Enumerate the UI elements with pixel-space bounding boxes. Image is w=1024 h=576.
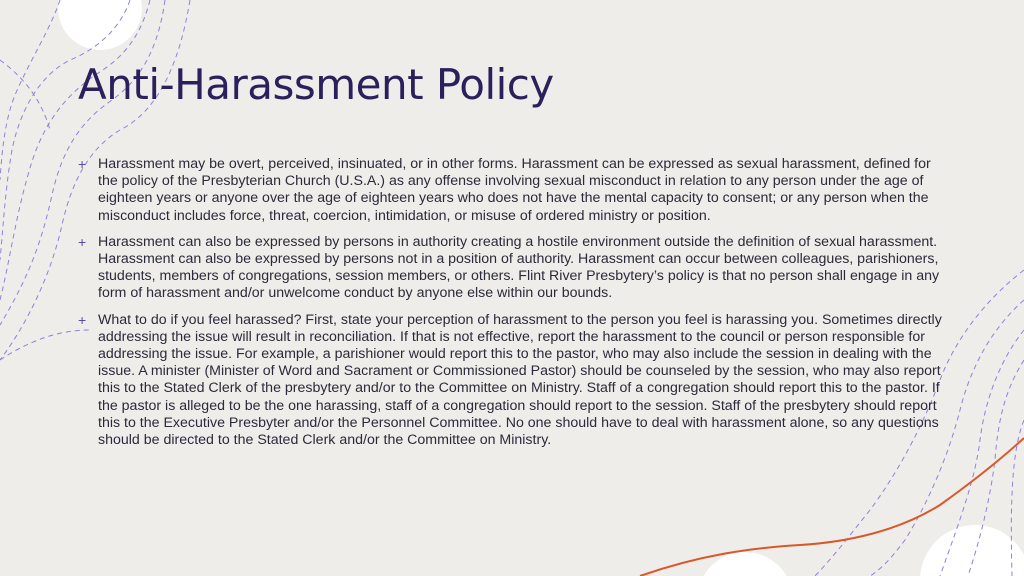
plus-icon: + — [78, 233, 87, 250]
slide-title: Anti-Harassment Policy — [78, 60, 554, 109]
bullet-list — [78, 156, 948, 458]
bullet-text: Harassment can also be expressed by persons in authority creating a hostile environment outside the definition of sexual harassment. Harassment can also be expressed by persons not in a position of authority. Harassment can occur between colleagues, parishioners, students, members of congregations, session members, or others. Flint River Presbytery’s policy is that no person shall engage in any form of harassment and/or unwelcome conduct by anyone else within our bounds. — [98, 233, 940, 302]
bullet-item — [78, 312, 948, 450]
decor-circle-top-left — [58, 0, 142, 50]
bullet-item — [78, 156, 948, 225]
plus-icon: + — [78, 156, 87, 172]
decor-circle-bottom-right — [920, 525, 1024, 576]
plus-icon: + — [78, 311, 87, 328]
bullet-item — [78, 234, 948, 303]
bullet-text: Harassment may be overt, perceived, insinuated, or in other forms. Harassment can be expressed as sexual harassment, defined for the policy of the Presbyterian Church (U.S.A.) as any offense involving sexual misconduct in relation to any person under the age of eighteen years or anyone over the age of eighteen years who does not have the mental capacity to consent; or any person when the misconduct includes force, threat, coercion, intimidation, or misuse of ordered ministry or position. — [98, 156, 931, 224]
bullet-text: What to do if you feel harassed? First, state your perception of harassment to the person you feel is harassing you. Sometimes directly addressing the issue will result in reconciliation. If that is not effective, report the harassment to the council or person responsible for addressing the issue. For example, a parishioner would report this to the pastor, who may also include the session in dealing with the issue. A minister (Minister of Word and Sacrament or Commissioned Pastor) should be counseled by the session, who may also report this to the Stated Clerk of the presbytery and/or to the Committee on Ministry. Staff of a congregation should report this to the pastor. If the pastor is alleged to be the one harassing, staff of a congregation should report to the session. Staff of the presbytery should report this to the Executive Presbyter and/or the Personnel Committee. No one should have to deal with harassment alone, so any questions should be directed to the Stated Clerk and/or the Committee on Ministry. — [98, 311, 942, 449]
